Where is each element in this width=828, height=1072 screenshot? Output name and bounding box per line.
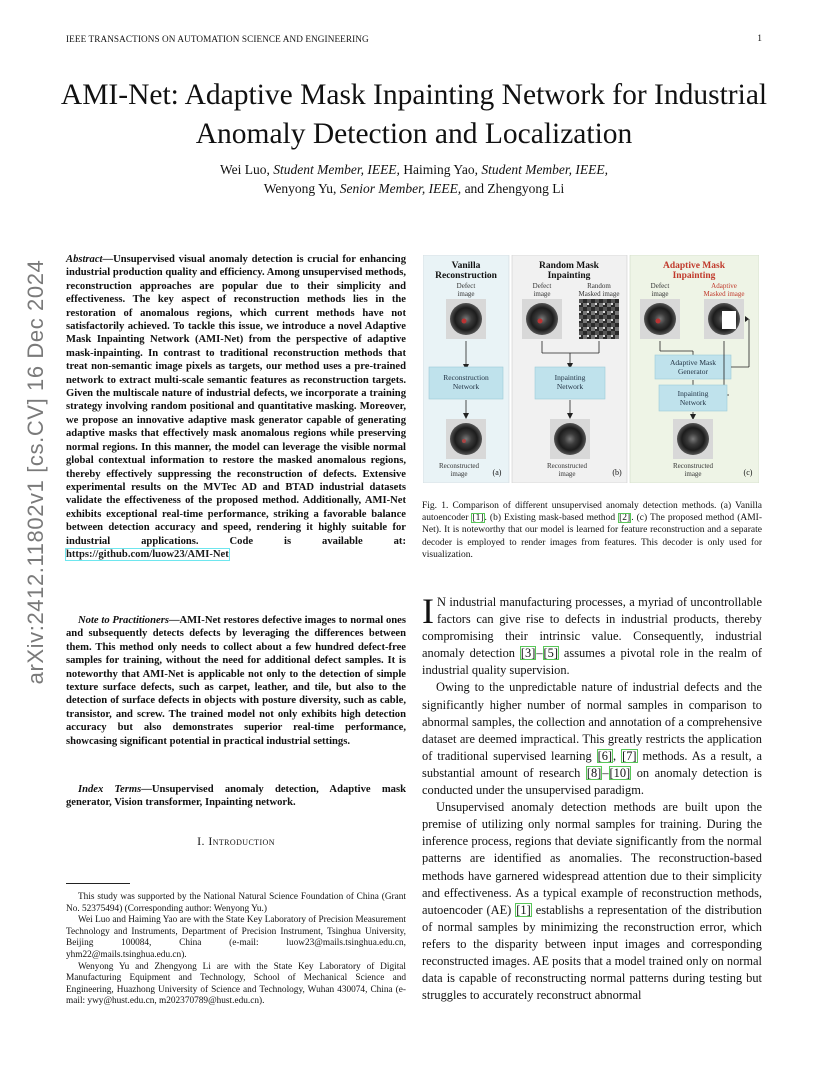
abstract-label: Abstract [66,254,103,265]
running-header: IEEE TRANSACTIONS ON AUTOMATION SCIENCE AND ENGINEERING [66,34,369,44]
panel-b-output-label: Reconstructed [546,462,588,470]
citation-link[interactable]: [1] [472,513,484,524]
panel-b-defect-disc [526,303,558,335]
code-link[interactable]: https://github.com/luow23/AMI-Net [66,548,229,560]
panel-b-defect-spot [538,319,543,324]
panel-c-mask-patch [722,311,736,329]
footnotes [66,892,406,1008]
panel-a-title-2: Reconstruction [435,271,497,281]
panel-c-defect-disc [644,303,676,335]
panel-c-tag: (c) [743,468,753,477]
abstract-text: —Unsupervised visual anomaly detection is crucial for enhancing industrial production quality and efficiency. Among unsupervised methods, reconstruction approaches are popular due to their simplicity and effectiveness. The key aspect of reconstruction methods lies in the restoration of anomalous regions, which current methods have not satisfactorily achieved. To tackle this issue, we introduce a novel Adaptive Mask Inpainting Network (AMI-Net) from the perspective of adaptive mask-inpainting. In contrast to traditional reconstruction methods that treat non-semantic image pixels as targets, our method uses a pre-trained network to extract multi-scale semantic features as reconstruction targets. Given the multiscale nature of industrial defects, we incorporate a training strategy involving random positional and quantitative masking. Moreover, we propose an innovative adaptive mask generator capable of generating adaptive masks that effectively mask anomalous regions while preserving normal regions. In this manner, the model can leverage the visible normal global contextual information to restore the masked anomalous regions, thereby effectively suppressing the reconstruction of defects. Extensive experimental results on the MVTec AD and BTAD industrial datasets validate the effectiveness of the proposed method. Additionally, AMI-Net exhibits exceptional real-time performance, striking a favorable balance between detection accuracy and speed, rendering it highly suitable for industrial applications. Code is available at: [66,254,406,547]
index-terms [66,783,406,810]
intro-paragraph-2 [422,679,762,799]
panel-b-output-disc [554,423,586,455]
panel-b-network-label-2: Network [556,382,584,391]
author-list [60,160,768,198]
citation-link[interactable]: [1] [516,902,531,917]
panel-b-defect-label: Defect [532,282,552,290]
paper-title: AMI-Net: Adaptive Mask Inpainting Network for Industrial Anomaly Detection and Localization [60,79,768,150]
citation-link[interactable]: [7] [622,748,637,763]
panel-c-generator-label-2: Generator [678,367,708,376]
paragraph-text: methods. As a result, a substantial amount of research [422,748,762,780]
arxiv-id: arXiv:2412.11802v1 [cs.CV] 16 Dec 2024 [23,259,48,685]
citation-link[interactable]: [3] [520,646,536,661]
panel-b-mask-label: Random [587,282,611,290]
section-heading [66,834,406,849]
panel-a-title: Vanilla [451,261,481,271]
paragraph-text: – [536,646,543,661]
panel-a-defect-label-2: image [457,290,475,298]
panel-b-title: Random Mask [539,261,599,271]
panel-c-title-2: Inpainting [672,271,716,281]
panel-b-mask-label-2: Masked image [578,290,620,298]
page-number: 1 [757,34,762,44]
section-numeral: I. [197,834,209,848]
author-line-1 [60,160,768,179]
caption-label: Fig. 1. [422,501,449,511]
author-name: Haiming Yao, [399,162,482,177]
author-line-2 [60,179,768,198]
paragraph-text: Unsupervised anomaly detection methods are built upon the premise of utilizing only normal samples for training. During the inference process, regions that deviate significantly from the normal patterns are identified as anomalies. The reconstruction-based methods have garnered widespread attention due to their simplicity and effectiveness. As a typical example of reconstruction methods, autoencoder (AE) [422,800,762,917]
footnote-affiliation-2: Wenyong Yu and Zhengyong Li are with the State Key Laboratory of Digital Manufacturing Equipment and Technology, School of Mechanical Science and Engineering, Huazhong University of Science and Technology, Wuhan 430074, China (e-mail: ywy@hust.edu.cn, m202370789@hust.edu.cn). [66,961,406,1007]
panel-a-tag: (a) [492,468,502,477]
panel-b-defect-label-2: image [533,290,551,298]
citation-link[interactable]: [10] [609,765,631,780]
panel-c-output-label: Reconstructed [672,462,714,470]
panel-c-output-disc [677,423,709,455]
panel-c-output-label-2: image [684,470,702,478]
panel-a-output-spot [462,439,466,443]
paragraph-text: , [613,748,622,763]
panel-a-output-disc [450,423,482,455]
panel-b-title-2: Inpainting [547,271,591,281]
paragraph-text: on anomaly detection is conducted under the unsupervised paradigm. [422,765,762,798]
panel-c-network-label-2: Network [679,398,707,407]
section-title: Introduction [208,834,275,848]
author-role: Student Member, IEEE, [273,162,400,177]
author-name: Wenyong Yu, [263,181,340,196]
introduction-body [422,591,763,1004]
paragraph-text: establishs a representation of the distribution of normal samples by minimizing the reconstruction error, which refers to the disparity between input images and corresponding reconstructed images. AE posits that a model trained only on normal data is capable of reconstructing normal patterns during testing but struggles to accurately reconstruct abnormal [422,902,763,1003]
panel-c-mask-label: Adaptive [711,282,737,290]
panel-b-output-label-2: image [558,470,576,478]
citation-link[interactable]: [2] [619,513,631,524]
author-role: Student Member, IEEE, [481,162,609,177]
index-terms-label: Index Terms [78,784,142,795]
footnote-funding: This study was supported by the National Natural Science Foundation of China (Grant No. 52375494) (Corresponding author: Wenyong Yu.) [66,892,406,914]
panel-c-defect-label: Defect [650,282,670,290]
caption-text: . (c) The proposed method (AMI-Net). It is noteworthy that our model is learned for feature reconstruction and a separate decoder is employed to render images from features. This decoder is only used for visualization. [422,513,762,560]
intro-paragraph-1 [422,591,762,679]
panel-c-defect-spot [656,319,661,324]
paragraph-text: – [602,765,609,780]
panel-a-defect-label: Defect [456,282,476,290]
panel-a-output-label: Reconstructed [438,462,480,470]
paragraph-text: Owing to the unpredictable nature of industrial defects and the significantly higher number of normal samples in comparison to abnormal samples, the collection and annotation of a comprehensive dataset are deemed impractical. This greatly restricts the application of traditional supervised learning [422,680,762,763]
figure-caption [422,500,762,561]
abstract [66,253,406,561]
citation-link[interactable]: [8] [586,765,602,780]
figure-1-diagram [423,255,759,483]
panel-c-mask-label-2: Masked image [703,290,745,298]
panel-c-network-label: Inpainting [677,389,709,398]
panel-a-network-label-2: Network [452,382,480,391]
panel-b-masked-image [579,299,619,339]
drop-cap: I [422,591,434,631]
panel-a-network-label: Reconstruction [443,373,489,382]
citation-link[interactable]: [6] [597,748,613,763]
note-text: —AMI-Net restores defective images to normal ones and subsequently detects defects by leveraging the differences between them. This method only needs to collect about a few hundred defect-free samples for training, without the need for additional defect samples. It is noteworthy that AMI-Net is applicable not only to the detection of simple texture surface defects, such as carpet, leather, and tile, but also to the detection of surface defects in objects with posture diversity, such as cable, transistor, and screw. The trained model not only exhibits high detection accuracy but also demonstrates superior real-time performance, showcasing significant potential in practical industrial settings. [66,615,406,747]
panel-b-tag: (b) [612,468,622,477]
caption-text: Comparison of different unsupervised anomaly detection methods. (a) Vanilla autoencoder [422,501,762,524]
panel-c-generator-label: Adaptive Mask [669,358,717,367]
author-name: and Zhengyong Li [461,181,565,196]
panel-c-title: Adaptive Mask [662,261,726,271]
footnote-affiliation-1: Wei Luo and Haiming Yao are with the State Key Laboratory of Precision Measurement Technology and Instruments, Department of Precision Instrument, Tsinghua University, Beijing 100084, China (e-mail: luow23@mails.tsinghua.edu.cn, yhm22@mails.tsinghua.edu.cn). [66,915,406,960]
panel-a-defect-spot [462,319,467,324]
intro-paragraph-3 [422,799,762,1004]
author-name: Wei Luo, [219,162,274,177]
panel-a-output-label-2: image [450,470,468,478]
panel-a-defect-disc [450,303,482,335]
footnote-rule [66,883,130,884]
note-to-practitioners [66,614,406,748]
paragraph-text: assumes a pivotal role in the realm of industrial quality supervision. [422,646,762,678]
author-role: Senior Member, IEEE, [339,181,462,196]
note-label: Note to Practitioners [78,615,169,626]
figure-1 [423,255,759,483]
paragraph-text: N industrial manufacturing processes, a myriad of uncontrollable factors can give rise to defects in industrial products, thereby compromising their intrinsic value. Consequently, industrial anomaly detection [422,595,762,661]
caption-text: . (b) Existing mask-based method [484,513,619,524]
index-terms-text: —Unsupervised anomaly detection, Adaptive mask generator, Vision transformer, Inpainting network. [66,784,406,809]
panel-b-network-label: Inpainting [554,373,586,382]
panel-c-defect-label-2: image [651,290,669,298]
citation-link[interactable]: [5] [543,646,558,661]
